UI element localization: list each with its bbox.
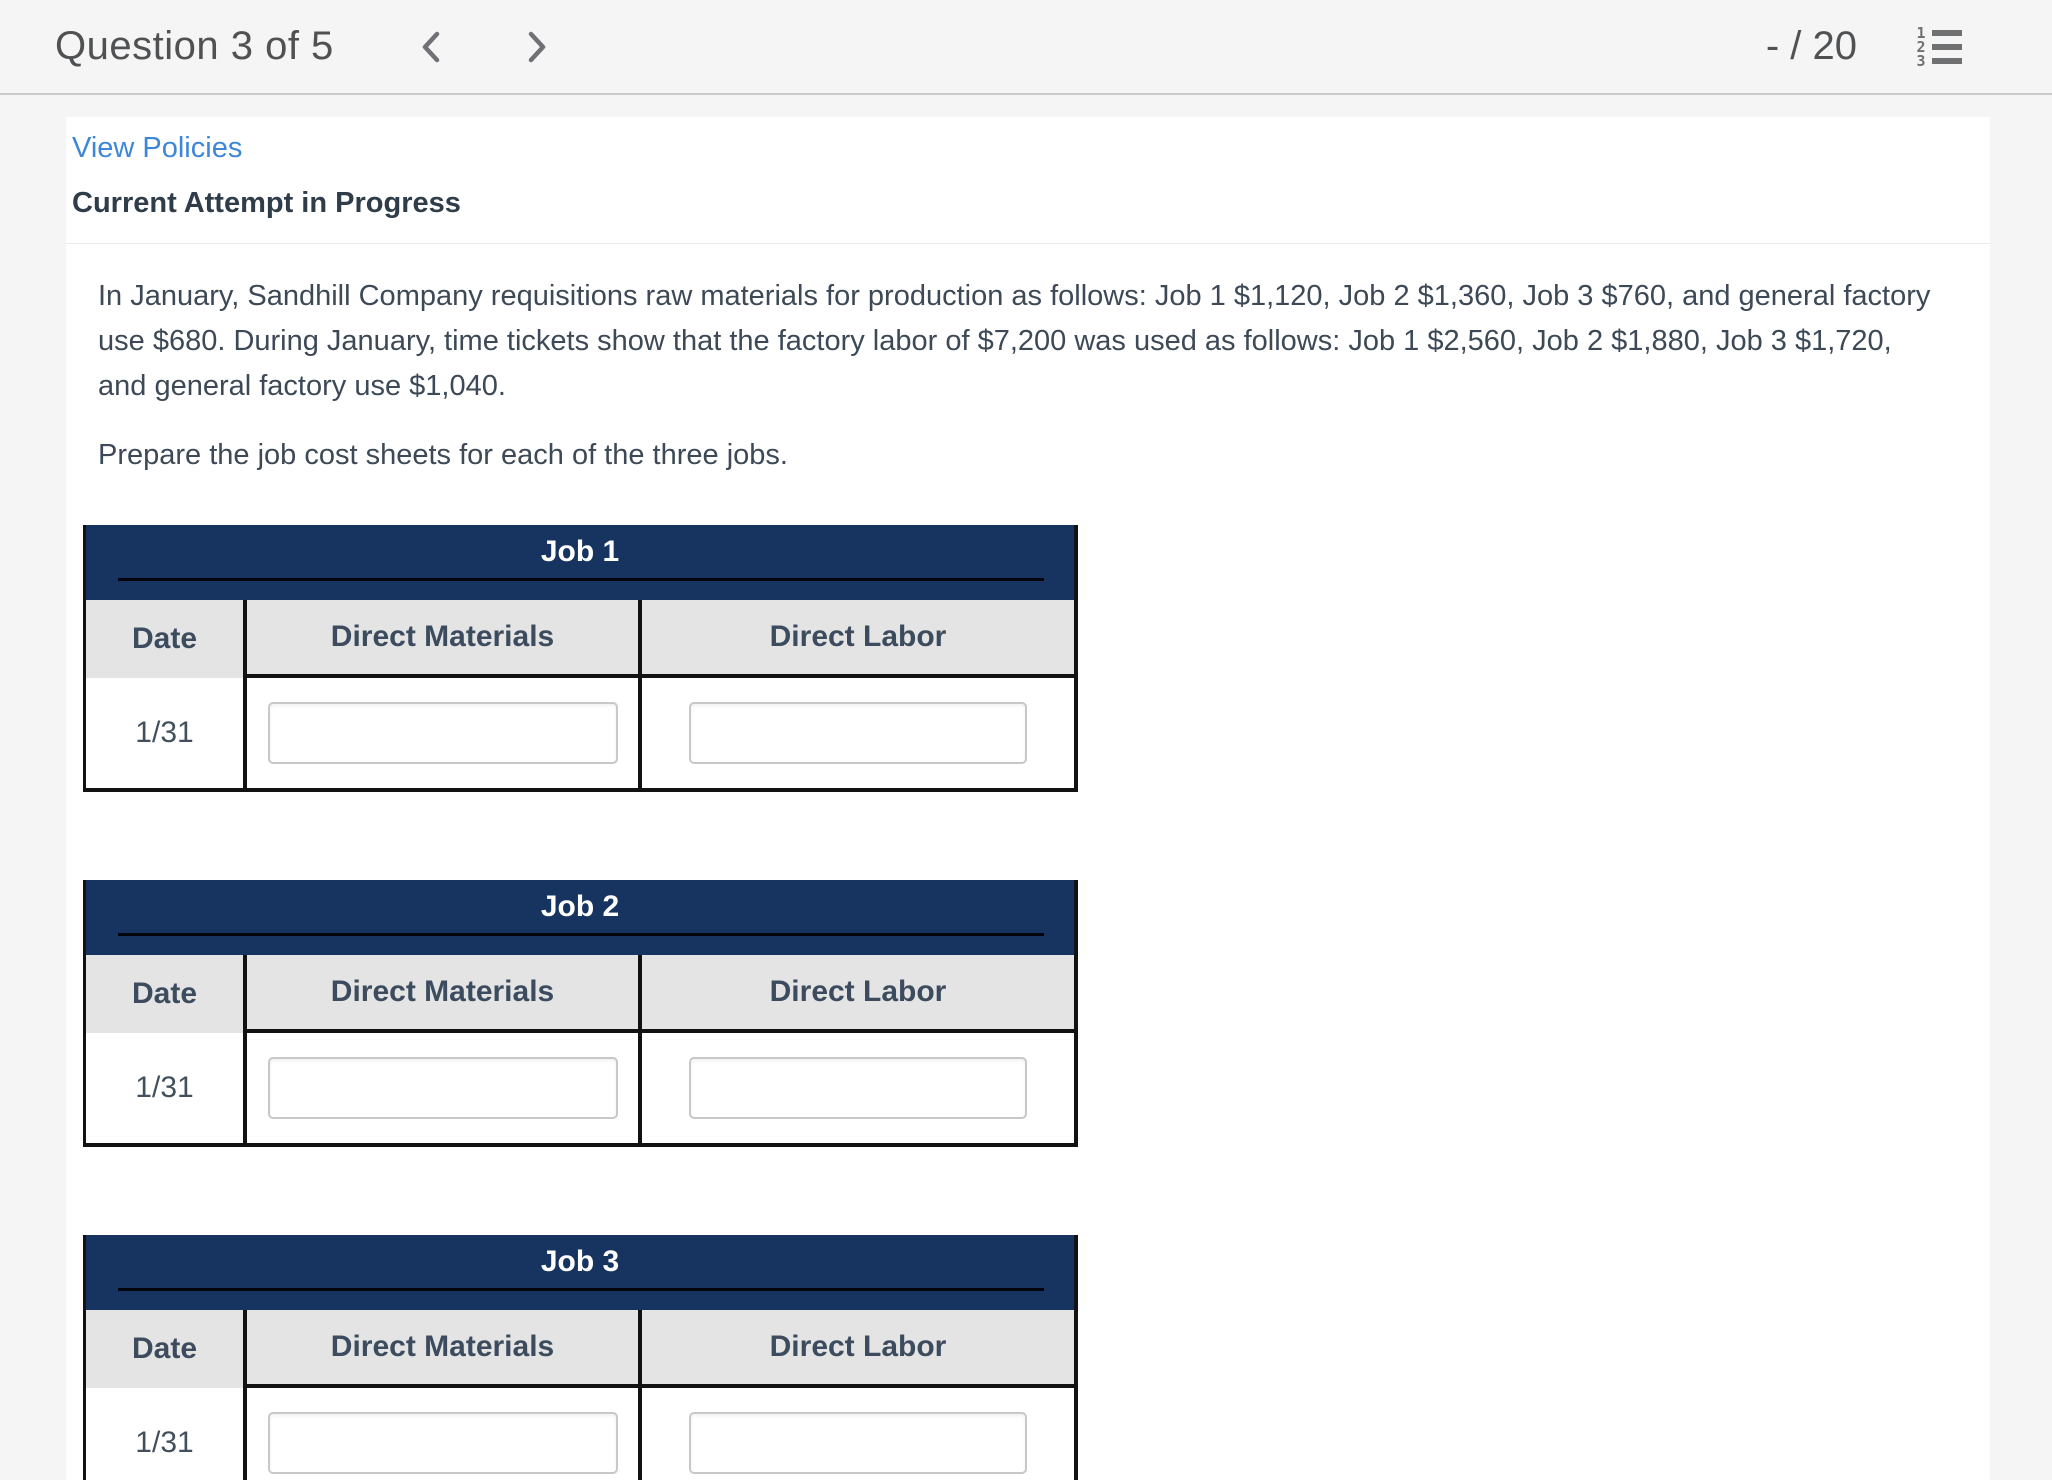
job-1-title-band: [86, 525, 1074, 600]
chevron-left-icon: [421, 31, 441, 63]
numbered-list-row: [1915, 37, 1962, 56]
prev-question-button[interactable]: [414, 27, 448, 67]
job-3-cost-table: [83, 1235, 1078, 1480]
list-number: 2: [1916, 37, 1926, 56]
direct-labor-cell: [638, 678, 1074, 788]
numbered-list-row: [1915, 23, 1962, 42]
column-header-direct-materials: Direct Materials: [243, 955, 638, 1033]
title-underline-rule: [118, 1288, 1044, 1291]
direct-labor-cell: [638, 1388, 1074, 1480]
score-display: - / 20: [1765, 24, 1857, 68]
column-header-row: [86, 600, 1074, 678]
section-divider: [66, 243, 1990, 244]
column-header-direct-materials: Direct Materials: [243, 600, 638, 678]
column-header-direct-labor: Direct Labor: [638, 955, 1074, 1033]
column-header-date: Date: [86, 600, 243, 678]
column-header-row: [86, 955, 1074, 1033]
column-header-date: Date: [86, 1310, 243, 1388]
date-cell: 1/31: [135, 716, 194, 749]
question-card: [66, 117, 1990, 1480]
column-header-date: Date: [86, 955, 243, 1033]
job-2-title: Job 2: [540, 890, 620, 923]
job-1-direct-labor-input[interactable]: [689, 702, 1027, 764]
page-background: [0, 95, 2052, 1480]
column-header-direct-labor: Direct Labor: [638, 600, 1074, 678]
table-row: [86, 678, 1074, 788]
list-bar: [1932, 30, 1962, 36]
question-paragraph: In January, Sandhill Company requisitions raw materials for production as follows: Job 1 $1,120, Job 2 $1,360, Job 3 $760, and general factory use $680. During January, time tickets show that the factory labor of $7,200 was used as follows: Job 1 $2,560, Job 2 $1,880, Job 3 $1,720, and general factory use $1,040.: [98, 280, 1931, 402]
question-instruction: Prepare the job cost sheets for each of the three jobs.: [98, 439, 788, 471]
title-underline-rule: [118, 578, 1044, 581]
direct-materials-cell: [243, 1388, 638, 1480]
column-header-row: [86, 1310, 1074, 1388]
job-1-cost-table: [83, 525, 1078, 792]
direct-labor-cell: [638, 1033, 1074, 1143]
job-2-cost-table: [83, 880, 1078, 1147]
column-header-direct-materials: Direct Materials: [243, 1310, 638, 1388]
question-list-button[interactable]: [1915, 23, 1962, 70]
date-cell: 1/31: [135, 1071, 194, 1104]
table-row: [86, 1033, 1074, 1143]
direct-materials-cell: [243, 1033, 638, 1143]
list-number: 1: [1916, 23, 1926, 42]
list-bar: [1932, 44, 1962, 50]
chevron-right-icon: [527, 31, 547, 63]
column-header-direct-labor: Direct Labor: [638, 1310, 1074, 1388]
view-policies-link[interactable]: View Policies: [72, 132, 243, 164]
list-bar: [1932, 58, 1962, 64]
job-3-title: Job 3: [540, 1245, 620, 1278]
title-underline-rule: [118, 933, 1044, 936]
job-2-title-band: [86, 880, 1074, 955]
question-navigation: [414, 27, 554, 67]
question-topbar: [0, 0, 2052, 95]
numbered-list-row: [1915, 51, 1962, 70]
job-3-direct-labor-input[interactable]: [689, 1412, 1027, 1474]
job-3-title-band: [86, 1235, 1074, 1310]
list-number: 3: [1916, 51, 1926, 70]
job-1-direct-materials-input[interactable]: [268, 702, 618, 764]
attempt-status-heading: Current Attempt in Progress: [72, 187, 461, 219]
next-question-button[interactable]: [520, 27, 554, 67]
direct-materials-cell: [243, 678, 638, 788]
question-counter: Question 3 of 5: [55, 24, 334, 68]
job-2-direct-materials-input[interactable]: [268, 1057, 618, 1119]
job-2-direct-labor-input[interactable]: [689, 1057, 1027, 1119]
table-row: [86, 1388, 1074, 1480]
date-cell: 1/31: [135, 1426, 194, 1459]
job-3-direct-materials-input[interactable]: [268, 1412, 618, 1474]
job-1-title: Job 1: [540, 535, 620, 568]
